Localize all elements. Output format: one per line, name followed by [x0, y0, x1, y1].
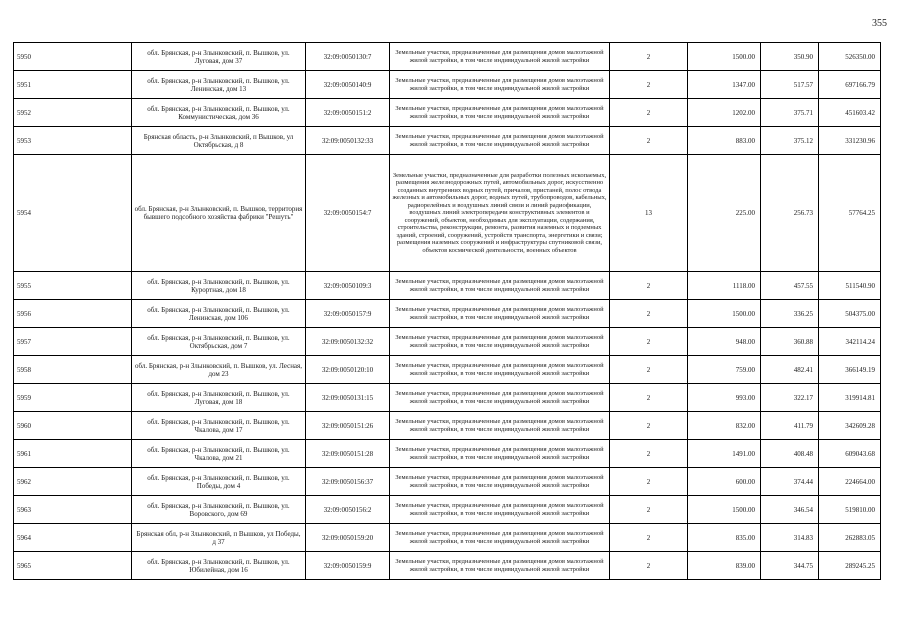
table-row — [14, 496, 881, 524]
category-code-cell: 2 — [610, 43, 688, 71]
specific-value-cell: 350.90 — [761, 43, 819, 71]
row-number-cell: 5954 — [14, 155, 132, 272]
cadastral-number-cell: 32:09:0050109:3 — [306, 272, 390, 300]
table-row — [14, 127, 881, 155]
specific-value-cell: 374.44 — [761, 468, 819, 496]
category-code-cell: 2 — [610, 412, 688, 440]
row-number-cell: 5958 — [14, 356, 132, 384]
category-code-cell: 2 — [610, 468, 688, 496]
cadastral-value-cell: 697166.79 — [819, 71, 881, 99]
cadastral-value-cell: 331230.96 — [819, 127, 881, 155]
specific-value-cell: 344.75 — [761, 552, 819, 580]
area-cell: 835.00 — [688, 524, 761, 552]
cadastral-number-cell: 32:09:0050120:10 — [306, 356, 390, 384]
row-number-cell: 5957 — [14, 328, 132, 356]
address-cell: обл. Брянская, р-н Злынковский, п. Вышков, ул. Чкалова, дом 17 — [132, 412, 306, 440]
category-code-cell: 2 — [610, 384, 688, 412]
row-number-cell: 5953 — [14, 127, 132, 155]
row-number-cell: 5956 — [14, 300, 132, 328]
row-number-cell: 5962 — [14, 468, 132, 496]
category-code-cell: 2 — [610, 496, 688, 524]
area-cell: 883.00 — [688, 127, 761, 155]
row-number-cell: 5950 — [14, 43, 132, 71]
cadastral-number-cell: 32:09:0050159:9 — [306, 552, 390, 580]
land-use-cell: Земельные участки, предназначенные для размещения домов малоэтажной жилой застройки, в том числе индивидуальной жилой застройки — [390, 384, 610, 412]
area-cell: 1500.00 — [688, 43, 761, 71]
cadastral-number-cell: 32:09:0050151:2 — [306, 99, 390, 127]
address-cell: обл. Брянская, р-н Злынковский, п. Вышков, ул. Чкалова, дом 21 — [132, 440, 306, 468]
address-cell: обл. Брянская, р-н Злынковский, п. Вышков, ул. Лесная, дом 23 — [132, 356, 306, 384]
cadastral-value-cell: 451603.42 — [819, 99, 881, 127]
cadastral-value-cell: 342609.28 — [819, 412, 881, 440]
category-code-cell: 2 — [610, 272, 688, 300]
row-number-cell: 5963 — [14, 496, 132, 524]
address-cell: обл. Брянская, р-н Злынковский, п. Вышков, ул. Юбилейная, дом 16 — [132, 552, 306, 580]
cadastral-number-cell: 32:09:0050130:7 — [306, 43, 390, 71]
table-row — [14, 524, 881, 552]
specific-value-cell: 314.83 — [761, 524, 819, 552]
cadastral-number-cell: 32:09:0050151:26 — [306, 412, 390, 440]
cadastral-value-cell: 609043.68 — [819, 440, 881, 468]
cadastral-number-cell: 32:09:0050156:37 — [306, 468, 390, 496]
address-cell: обл. Брянская, р-н Злынковский, п. Вышков, ул. Октябрьская, дом 7 — [132, 328, 306, 356]
specific-value-cell: 457.55 — [761, 272, 819, 300]
row-number-cell: 5964 — [14, 524, 132, 552]
land-use-cell: Земельные участки, предназначенные для размещения домов малоэтажной жилой застройки, в том числе индивидуальной жилой застройки — [390, 272, 610, 300]
row-number-cell: 5955 — [14, 272, 132, 300]
cadastral-number-cell: 32:09:0050131:15 — [306, 384, 390, 412]
land-use-cell: Земельные участки, предназначенные для разработки полезных ископаемых, размещения железнодорожных путей, автомобильных дорог, искусственно созданных внутренних водных путей, причалов, пристаней, полос отвода железных и автомобильных дорог, водных путей, трубопроводов, кабельных, радиорелейных и воздушных линий связи и линий радиофикации, воздушных линий электропередачи конструктивных элементов и сооружений, объектов, необходимых для эксплуатации, содержания, строительства, реконструкции, ремонта, развития наземных и подземных зданий, строений, сооружений, устройств транспорта, энергетики и связи; размещения наземных сооружений и инфраструктуры спутниковой связи, объектов космической деятельности, военных объектов — [390, 155, 610, 272]
table-row — [14, 43, 881, 71]
land-registry-table — [13, 42, 881, 580]
cadastral-value-cell: 511540.90 — [819, 272, 881, 300]
row-number-cell: 5960 — [14, 412, 132, 440]
cadastral-number-cell: 32:09:0050159:20 — [306, 524, 390, 552]
cadastral-number-cell: 32:09:0050156:2 — [306, 496, 390, 524]
specific-value-cell: 360.88 — [761, 328, 819, 356]
cadastral-number-cell: 32:09:0050154:7 — [306, 155, 390, 272]
specific-value-cell: 336.25 — [761, 300, 819, 328]
land-use-cell: Земельные участки, предназначенные для размещения домов малоэтажной жилой застройки, в том числе индивидуальной жилой застройки — [390, 328, 610, 356]
table-row — [14, 552, 881, 580]
address-cell: обл. Брянская, р-н Злынковский, п. Вышков, ул. Луговая, дом 18 — [132, 384, 306, 412]
page-number: 355 — [872, 18, 887, 29]
area-cell: 1500.00 — [688, 300, 761, 328]
table-row — [14, 300, 881, 328]
address-cell: обл. Брянская, р-н Злынковский, п. Вышков, ул. Воровского, дом 69 — [132, 496, 306, 524]
area-cell: 1500.00 — [688, 496, 761, 524]
specific-value-cell: 517.57 — [761, 71, 819, 99]
table-row — [14, 412, 881, 440]
row-number-cell: 5965 — [14, 552, 132, 580]
registry-body — [14, 43, 881, 580]
land-use-cell: Земельные участки, предназначенные для размещения домов малоэтажной жилой застройки, в том числе индивидуальной жилой застройки — [390, 71, 610, 99]
address-cell: обл. Брянская, р-н Злынковский, п. Вышков, ул. Коммунистическая, дом 36 — [132, 99, 306, 127]
cadastral-number-cell: 32:09:0050151:28 — [306, 440, 390, 468]
row-number-cell: 5959 — [14, 384, 132, 412]
cadastral-value-cell: 57764.25 — [819, 155, 881, 272]
cadastral-number-cell: 32:09:0050132:33 — [306, 127, 390, 155]
land-use-cell: Земельные участки, предназначенные для размещения домов малоэтажной жилой застройки, в том числе индивидуальной жилой застройки — [390, 300, 610, 328]
category-code-cell: 2 — [610, 328, 688, 356]
table-row — [14, 155, 881, 272]
specific-value-cell: 256.73 — [761, 155, 819, 272]
specific-value-cell: 375.12 — [761, 127, 819, 155]
cadastral-number-cell: 32:09:0050157:9 — [306, 300, 390, 328]
land-use-cell: Земельные участки, предназначенные для размещения домов малоэтажной жилой застройки, в том числе индивидуальной жилой застройки — [390, 412, 610, 440]
land-use-cell: Земельные участки, предназначенные для размещения домов малоэтажной жилой застройки, в том числе индивидуальной жилой застройки — [390, 99, 610, 127]
land-use-cell: Земельные участки, предназначенные для размещения домов малоэтажной жилой застройки, в том числе индивидуальной жилой застройки — [390, 43, 610, 71]
area-cell: 1347.00 — [688, 71, 761, 99]
cadastral-value-cell: 224664.00 — [819, 468, 881, 496]
address-cell: Брянская область, р-н Злынковский, п Вышков, ул Октябрьская, д 8 — [132, 127, 306, 155]
land-use-cell: Земельные участки, предназначенные для размещения домов малоэтажной жилой застройки, в том числе индивидуальной жилой застройки — [390, 496, 610, 524]
specific-value-cell: 411.79 — [761, 412, 819, 440]
area-cell: 225.00 — [688, 155, 761, 272]
specific-value-cell: 346.54 — [761, 496, 819, 524]
area-cell: 832.00 — [688, 412, 761, 440]
cadastral-value-cell: 366149.19 — [819, 356, 881, 384]
table-row — [14, 468, 881, 496]
category-code-cell: 2 — [610, 440, 688, 468]
cadastral-value-cell: 262883.05 — [819, 524, 881, 552]
address-cell: обл. Брянская, р-н Злынковский, п. Вышков, ул. Победы, дом 4 — [132, 468, 306, 496]
land-use-cell: Земельные участки, предназначенные для размещения домов малоэтажной жилой застройки, в том числе индивидуальной жилой застройки — [390, 468, 610, 496]
cadastral-value-cell: 319914.81 — [819, 384, 881, 412]
category-code-cell: 2 — [610, 300, 688, 328]
specific-value-cell: 375.71 — [761, 99, 819, 127]
table-row — [14, 272, 881, 300]
cadastral-value-cell: 526350.00 — [819, 43, 881, 71]
address-cell: обл. Брянская, р-н Злынковский, п. Вышков, ул. Курортная, дом 18 — [132, 272, 306, 300]
row-number-cell: 5951 — [14, 71, 132, 99]
address-cell: обл. Брянская, р-н Злынковский, п. Вышков, ул. Луговая, дом 37 — [132, 43, 306, 71]
row-number-cell: 5952 — [14, 99, 132, 127]
table-row — [14, 384, 881, 412]
area-cell: 1202.00 — [688, 99, 761, 127]
address-cell: обл. Брянская, р-н Злынковский, п. Вышков, ул. Ленинская, дом 106 — [132, 300, 306, 328]
area-cell: 839.00 — [688, 552, 761, 580]
category-code-cell: 2 — [610, 127, 688, 155]
cadastral-number-cell: 32:09:0050140:9 — [306, 71, 390, 99]
table-row — [14, 356, 881, 384]
category-code-cell: 2 — [610, 524, 688, 552]
land-use-cell: Земельные участки, предназначенные для размещения домов малоэтажной жилой застройки, в том числе индивидуальной жилой застройки — [390, 524, 610, 552]
specific-value-cell: 482.41 — [761, 356, 819, 384]
cadastral-value-cell: 342114.24 — [819, 328, 881, 356]
area-cell: 948.00 — [688, 328, 761, 356]
category-code-cell: 2 — [610, 71, 688, 99]
area-cell: 1491.00 — [688, 440, 761, 468]
table-row — [14, 71, 881, 99]
address-cell: обл. Брянская, р-н Злынковский, п. Вышков, территория бывшего подсобного хозяйства фабрики "Решуть" — [132, 155, 306, 272]
cadastral-value-cell: 504375.00 — [819, 300, 881, 328]
area-cell: 600.00 — [688, 468, 761, 496]
category-code-cell: 13 — [610, 155, 688, 272]
cadastral-value-cell: 289245.25 — [819, 552, 881, 580]
land-use-cell: Земельные участки, предназначенные для размещения домов малоэтажной жилой застройки, в том числе индивидуальной жилой застройки — [390, 356, 610, 384]
land-use-cell: Земельные участки, предназначенные для размещения домов малоэтажной жилой застройки, в том числе индивидуальной жилой застройки — [390, 552, 610, 580]
land-use-cell: Земельные участки, предназначенные для размещения домов малоэтажной жилой застройки, в том числе индивидуальной жилой застройки — [390, 440, 610, 468]
specific-value-cell: 322.17 — [761, 384, 819, 412]
land-use-cell: Земельные участки, предназначенные для размещения домов малоэтажной жилой застройки, в том числе индивидуальной жилой застройки — [390, 127, 610, 155]
category-code-cell: 2 — [610, 99, 688, 127]
area-cell: 1118.00 — [688, 272, 761, 300]
specific-value-cell: 408.48 — [761, 440, 819, 468]
table-row — [14, 440, 881, 468]
category-code-cell: 2 — [610, 552, 688, 580]
table-row — [14, 328, 881, 356]
category-code-cell: 2 — [610, 356, 688, 384]
area-cell: 759.00 — [688, 356, 761, 384]
cadastral-value-cell: 519810.00 — [819, 496, 881, 524]
table-row — [14, 99, 881, 127]
area-cell: 993.00 — [688, 384, 761, 412]
address-cell: обл. Брянская, р-н Злынковский, п. Вышков, ул. Ленинская, дом 13 — [132, 71, 306, 99]
row-number-cell: 5961 — [14, 440, 132, 468]
address-cell: Брянская обл, р-н Злынковский, п Вышков, ул Победы, д 37 — [132, 524, 306, 552]
cadastral-number-cell: 32:09:0050132:32 — [306, 328, 390, 356]
